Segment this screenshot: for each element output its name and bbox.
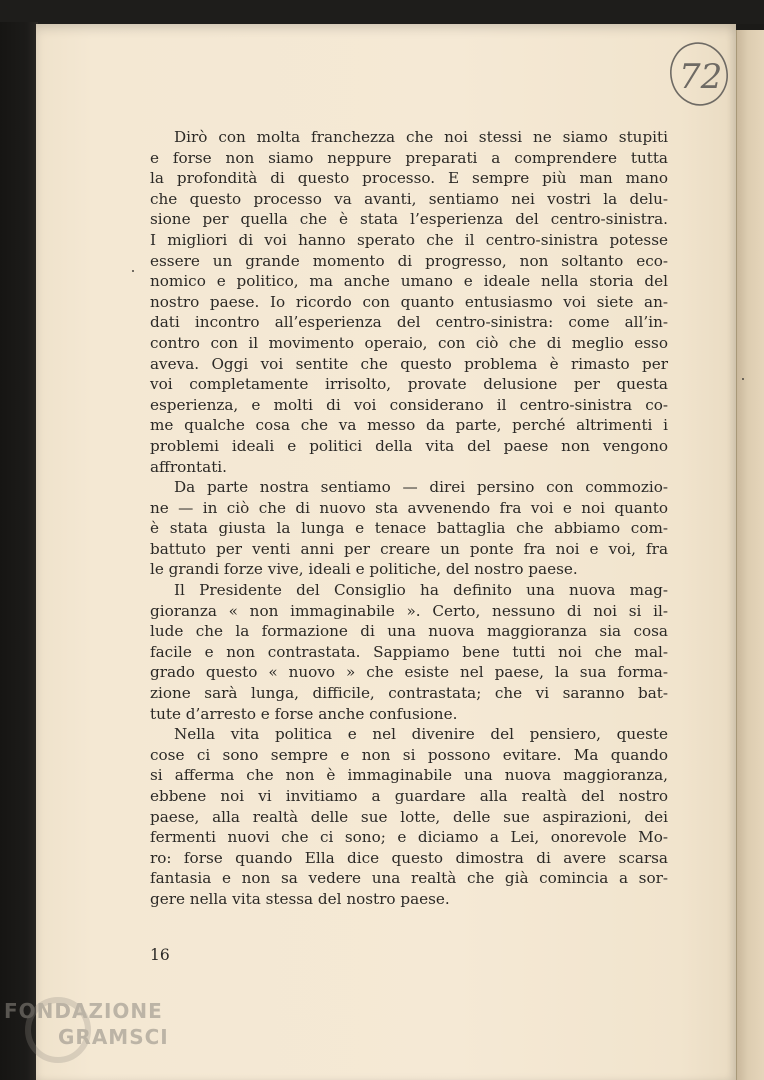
text-line: ebbene noi vi invitiamo a guardare alla realtà del nostro bbox=[150, 787, 668, 805]
text-line: Dirò con molta franchezza che noi stessi ne siamo stupiti bbox=[174, 128, 668, 146]
text-line: ne — in ciò che di nuovo sta avvenendo fra voi e noi quanto bbox=[150, 498, 668, 517]
paper-speck bbox=[132, 270, 134, 272]
text-line: me qualche cosa che va messo da parte, perché altrimenti i bbox=[150, 416, 668, 435]
text-line: tute d’arresto e forse anche confusione. bbox=[150, 704, 458, 723]
text-line: fermenti nuovi che ci sono; e diciamo a Lei, onorevole Mo- bbox=[150, 828, 668, 847]
text-line: cose ci sono sempre e non si possono evitare. Ma quando bbox=[150, 745, 668, 764]
text-line: sione per quella che è stata l’esperienza del centro-sinistra. bbox=[150, 210, 668, 229]
watermark-line-1: FONDAZIONE bbox=[4, 999, 163, 1023]
text-line: battuto per venti anni per creare un ponte fra noi e voi, fra bbox=[150, 539, 668, 558]
text-line: lude che la formazione di una nuova maggioranza sia cosa bbox=[150, 622, 668, 641]
text-line: e forse non siamo neppure preparati a comprendere tutta bbox=[150, 148, 668, 167]
text-line: voi completamente irrisolto, provate delusione per questa bbox=[150, 375, 668, 394]
text-line: le grandi forze vive, ideali e politiche, del nostro paese. bbox=[150, 560, 578, 579]
text-line: essere un grande momento di progresso, non soltanto eco- bbox=[150, 251, 668, 270]
text-line: nostro paese. Io ricordo con quanto entusiasmo voi siete an- bbox=[150, 292, 668, 311]
text-line: gioranza « non immaginabile ». Certo, nessuno di noi si il- bbox=[150, 601, 668, 620]
archive-number-text: 72 bbox=[679, 57, 723, 97]
text-line: la profondità di questo processo. E sempre più man mano bbox=[150, 169, 668, 188]
watermark-line-2: GRAMSCI bbox=[58, 1025, 169, 1049]
text-line: aveva. Oggi voi sentite che questo problema è rimasto per bbox=[150, 354, 668, 373]
text-line: problemi ideali e politici della vita del paese non vengono bbox=[150, 436, 668, 455]
text-line: Il Presidente del Consiglio ha definito una nuova mag- bbox=[174, 581, 668, 600]
text-line: paese, alla realtà delle sue lotte, delle sue aspirazioni, dei bbox=[150, 807, 668, 826]
text-line: è stata giusta la lunga e tenace battaglia che abbiamo com- bbox=[150, 519, 668, 538]
text-line: che questo processo va avanti, sentiamo nei vostri la delu- bbox=[150, 189, 668, 208]
next-page-edge bbox=[736, 30, 764, 1080]
scanner-top-edge bbox=[0, 0, 764, 24]
text-line: facile e non contrastata. Sappiamo bene tutti noi che mal- bbox=[150, 642, 668, 661]
text-line: contro con il movimento operaio, con ciò che di meglio esso bbox=[150, 333, 668, 352]
scanner-left-edge bbox=[0, 22, 38, 1080]
text-line: grado questo « nuovo » che esiste nel paese, la sua forma- bbox=[150, 663, 668, 682]
text-line: gere nella vita stessa del nostro paese. bbox=[150, 889, 450, 908]
text-line: ro: forse quando Ella dice questo dimostra di avere scarsa bbox=[150, 848, 668, 867]
text-line: nomico e politico, ma anche umano e ideale nella storia del bbox=[150, 272, 668, 291]
text-line: esperienza, e molti di voi considerano il centro-sinistra co- bbox=[150, 395, 668, 414]
body-text bbox=[150, 127, 668, 910]
text-line: Nella vita politica e nel divenire del pensiero, queste bbox=[174, 725, 668, 744]
text-line: zione sarà lunga, difficile, contrastata; che vi saranno bat- bbox=[150, 684, 668, 703]
text-line: dati incontro all’esperienza del centro-sinistra: come all’in- bbox=[150, 313, 668, 332]
page-number: 16 bbox=[150, 946, 170, 964]
fondazione-gramsci-watermark bbox=[0, 990, 200, 1080]
text-line: affrontati. bbox=[150, 457, 227, 476]
paper-speck bbox=[742, 378, 744, 380]
text-line: I migliori di voi hanno sperato che il centro-sinistra potesse bbox=[150, 230, 668, 249]
text-line: Da parte nostra sentiamo — direi persino con commozio- bbox=[174, 478, 668, 497]
text-line: si afferma che non è immaginabile una nuova maggioranza, bbox=[150, 766, 668, 785]
handwritten-archive-number bbox=[665, 38, 733, 110]
text-line: fantasia e non sa vedere una realtà che già comincia a sor- bbox=[150, 869, 668, 888]
